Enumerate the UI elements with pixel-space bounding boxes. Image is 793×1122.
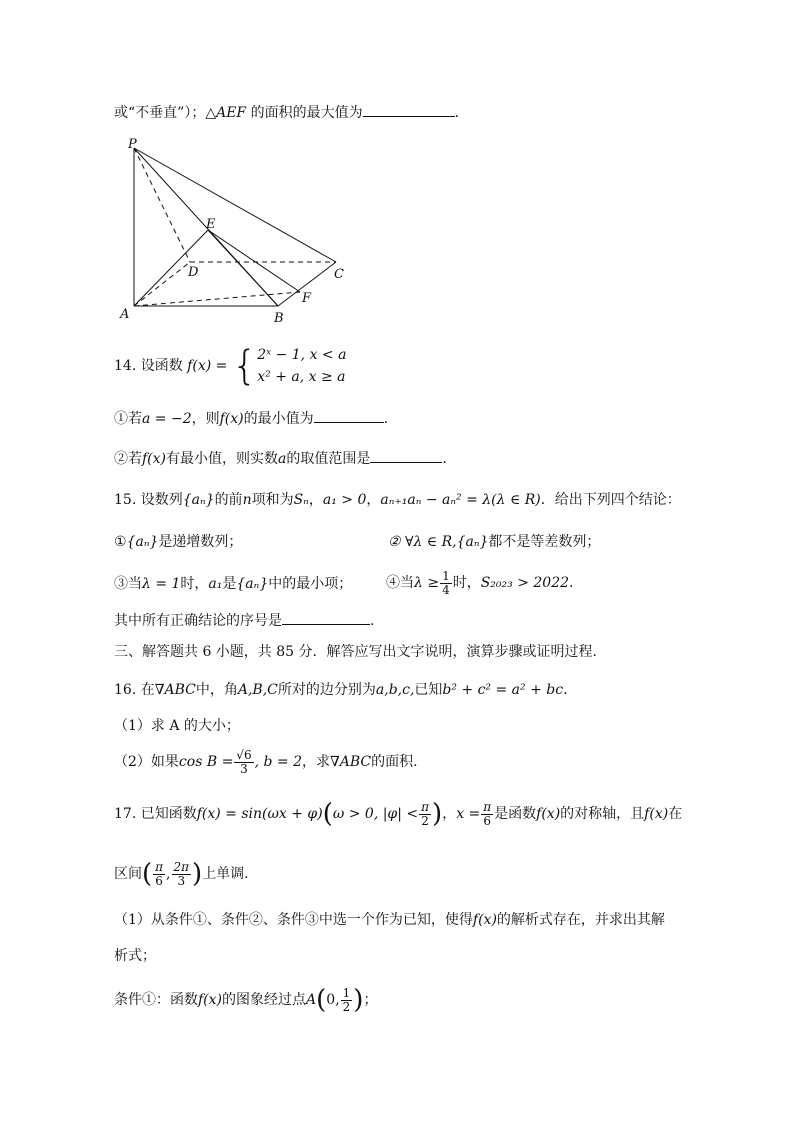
- q15-conclusion-3: ③当λ = 1时，a₁是{aₙ}中的最小项；: [114, 576, 353, 592]
- q15-conclusion-4: ④当λ ≥ $\frac{1}{4}$ 时，S₂₀₂₃ > 2022.: [386, 568, 574, 597]
- q17-condition-1: 条件①：函数f(x)的图象经过点A(0, $\frac{1}{2}$ )；: [114, 985, 378, 1015]
- label-A: A: [120, 307, 130, 322]
- q17-part1: （1）从条件①、条件②、条件③中选一个作为已知，使得f(x)的解析式存在，并求出其解: [114, 912, 665, 928]
- q17-part1-cont: 析式；: [114, 948, 156, 964]
- q16-part2: （2）如果cos B = $\frac{√6}{3}$ , b = 2，求∇ABC的面积.: [114, 747, 418, 776]
- label-D: D: [188, 265, 199, 280]
- answer-blank[interactable]: [282, 610, 370, 625]
- answer-blank[interactable]: [363, 102, 455, 117]
- label-B: B: [274, 311, 284, 326]
- q14-part2: ②若f(x)有最小值，则实数a的取值范围是 .: [114, 448, 447, 469]
- q14-part1: ①若a = −2，则f(x)的最小值为 .: [114, 408, 388, 429]
- label-E: E: [206, 217, 216, 232]
- answer-blank[interactable]: [370, 448, 442, 463]
- q15-answer: 其中所有正确结论的序号是 .: [114, 610, 374, 631]
- label-F: F: [302, 291, 312, 306]
- answer-blank[interactable]: [314, 408, 384, 423]
- q15-stem: 15. 设数列{aₙ}的前n项和为Sₙ，a₁ > 0，aₙ₊₁aₙ − aₙ² = λ(λ ∈ R)．给出下列四个结论：: [114, 492, 681, 508]
- label-P: P: [128, 137, 137, 152]
- q16-stem: 16. 在∇ABC中，角A,B,C所对的边分别为a,b,c,已知b² + c² = a² + bc.: [114, 682, 568, 698]
- q15-conclusion-1: ①{aₙ}是递增数列；: [114, 534, 243, 550]
- q14-stem: 14. 设函数 f(x) = { 2ˣ − 1, x < a x² + a, x ≥ a: [114, 343, 347, 389]
- section-heading: 三、解答题共 6 小题，共 85 分．解答应写出文字说明，演算步骤或证明过程．: [114, 644, 607, 660]
- q16-part1: （1）求 A 的大小；: [114, 718, 240, 734]
- pyramid-figure: [110, 136, 360, 326]
- q13-tail: 或“不垂直”）；△AEF 的面积的最大值为 .: [114, 102, 459, 123]
- q17-interval: 区间( $\frac{\pi}{6}$ , $\frac{2\pi}{3}$ )上单调.: [114, 859, 249, 889]
- q15-conclusion-2: ② ∀λ ∈ R,{aₙ}都不是等差数列；: [388, 534, 601, 550]
- q17-stem: 17. 已知函数f(x) = sin(ωx + φ)(ω > 0, |φ| < $\frac{\pi}{2}$ )，x = $\frac{\pi}{6}$ 是函数f(x)的对称轴，且f(x)在: [114, 799, 683, 829]
- label-C: C: [334, 267, 344, 282]
